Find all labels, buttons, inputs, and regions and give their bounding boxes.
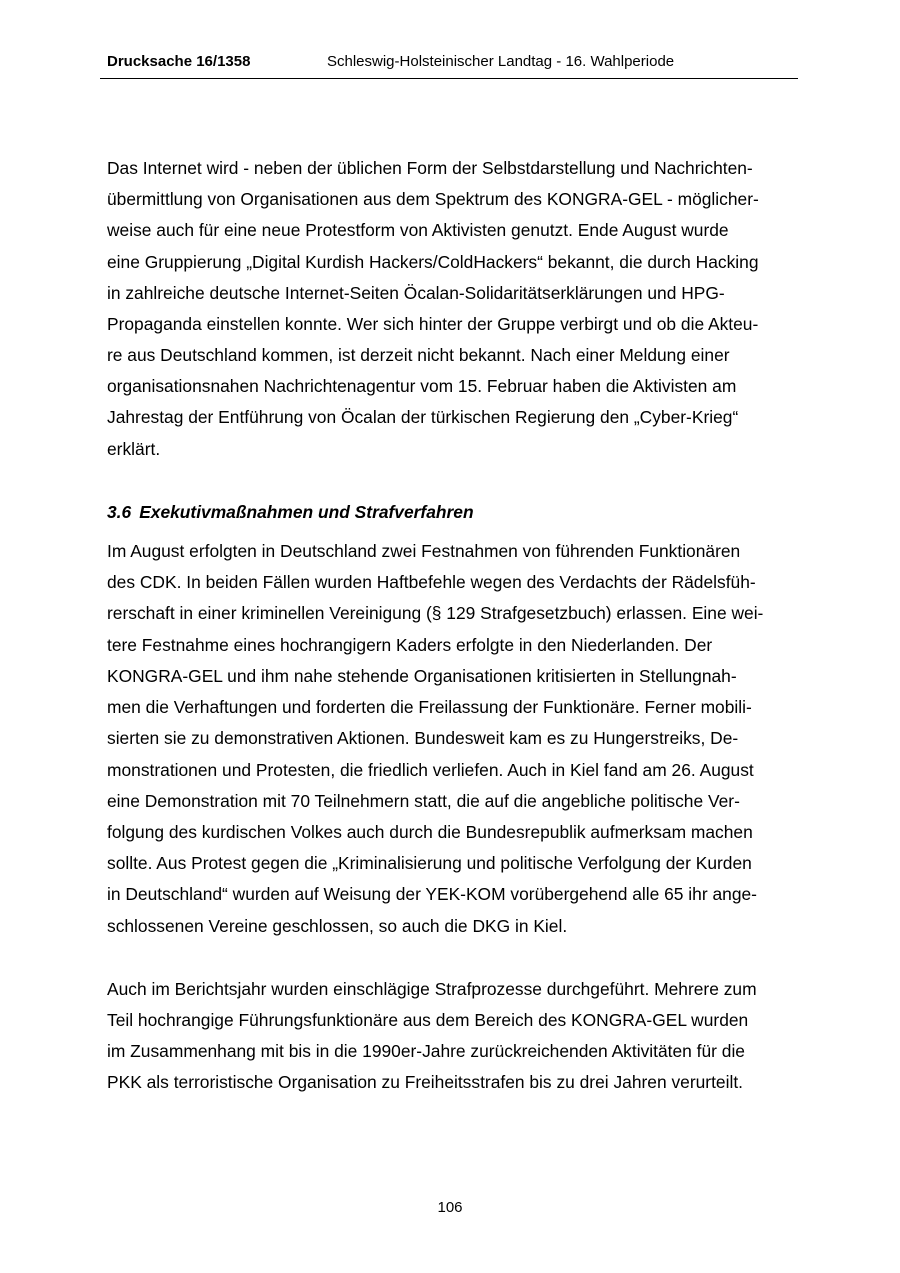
text-line: organisationsnahen Nachrichtenagentur vom 15. Februar haben die Aktivisten am [107, 376, 737, 396]
section-title: Exekutivmaßnahmen und Strafverfahren [139, 502, 474, 522]
document-id: Drucksache 16/1358 [107, 53, 251, 70]
text-line: Teil hochrangige Führungsfunktionäre aus dem Bereich des KONGRA-GEL wurden [107, 1010, 749, 1030]
text-line: erklärt. [107, 439, 161, 459]
text-line: KONGRA-GEL und ihm nahe stehende Organisationen kritisierten in Stellungnah- [107, 666, 737, 686]
text-line: PKK als terroristische Organisation zu Freiheitsstrafen bis zu drei Jahren verurteilt. [107, 1072, 743, 1092]
text-line: monstrationen und Protesten, die friedlich verliefen. Auch in Kiel fand am 26. August [107, 760, 754, 780]
text-line: tere Festnahme eines hochrangigern Kaders erfolgte in den Niederlanden. Der [107, 635, 713, 655]
text-line: eine Gruppierung „Digital Kurdish Hackers/ColdHackers“ bekannt, die durch Hacking [107, 252, 759, 272]
section-heading [107, 502, 474, 522]
text-line: Das Internet wird - neben der üblichen Form der Selbstdarstellung und Nachrichten- [107, 158, 753, 178]
text-line: des CDK. In beiden Fällen wurden Haftbefehle wegen des Verdachts der Rädelsfüh- [107, 572, 756, 592]
text-line: folgung des kurdischen Volkes auch durch die Bundesrepublik aufmerksam machen [107, 822, 753, 842]
text-line: eine Demonstration mit 70 Teilnehmern statt, die auf die angebliche politische Ver- [107, 791, 740, 811]
text-line: in zahlreiche deutsche Internet-Seiten Öcalan-Solidaritätserklärungen und HPG- [107, 283, 725, 303]
text-line: schlossenen Vereine geschlossen, so auch die DKG in Kiel. [107, 916, 568, 936]
text-line: sollte. Aus Protest gegen die „Kriminalisierung und politische Verfolgung der Kurden [107, 853, 752, 873]
text-line: weise auch für eine neue Protestform von Aktivisten genutzt. Ende August wurde [107, 220, 729, 240]
page-header [100, 52, 798, 79]
text-line: übermittlung von Organisationen aus dem Spektrum des KONGRA-GEL - möglicher- [107, 189, 759, 209]
text-line: rerschaft in einer kriminellen Vereinigung (§ 129 Strafgesetzbuch) erlassen. Eine wei- [107, 603, 764, 623]
text-line: Auch im Berichtsjahr wurden einschlägige Strafprozesse durchgeführt. Mehrere zum [107, 979, 757, 999]
text-line: re aus Deutschland kommen, ist derzeit nicht bekannt. Nach einer Meldung einer [107, 345, 730, 365]
page-number: 106 [437, 1199, 463, 1216]
text-line: Jahrestag der Entführung von Öcalan der türkischen Regierung den „Cyber-Krieg“ [107, 407, 739, 427]
text-line: sierten sie zu demonstrativen Aktionen. Bundesweit kam es zu Hungerstreiks, De- [107, 728, 739, 748]
text-line: men die Verhaftungen und forderten die Freilassung der Funktionäre. Ferner mobili- [107, 697, 752, 717]
section-number: 3.6 [107, 502, 132, 522]
text-line: in Deutschland“ wurden auf Weisung der YEK-KOM vorübergehend alle 65 ihr ange- [107, 884, 757, 904]
text-line: im Zusammenhang mit bis in die 1990er-Jahre zurückreichenden Aktivitäten für die [107, 1041, 745, 1061]
document-title: Schleswig-Holsteinischer Landtag - 16. Wahlperiode [327, 53, 675, 70]
text-line: Propaganda einstellen konnte. Wer sich hinter der Gruppe verbirgt und ob die Akteu- [107, 314, 759, 334]
text-line: Im August erfolgten in Deutschland zwei Festnahmen von führenden Funktionären [107, 541, 741, 561]
